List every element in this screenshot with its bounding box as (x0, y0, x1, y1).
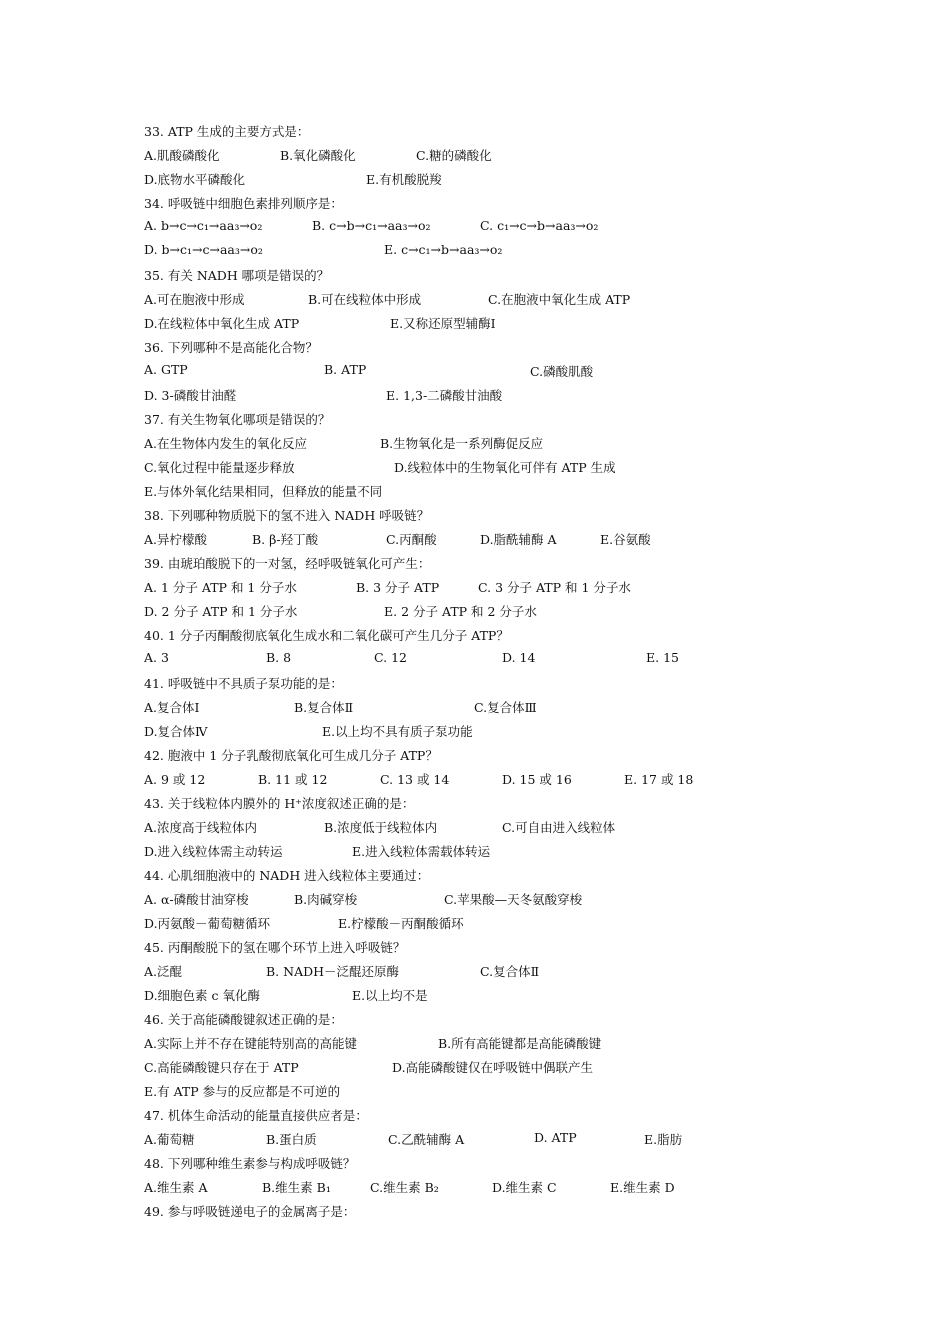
option-c: C. 13 或 14 (380, 772, 450, 787)
question-text: 44. 心肌细胞液中的 NADH 进入线粒体主要通过： (144, 868, 430, 883)
option-d: D.复合体Ⅳ (144, 724, 208, 739)
option-b: B.复合体Ⅱ (294, 700, 354, 715)
option-b: B. ATP (324, 362, 367, 377)
option-a: A.在生物体内发生的氧化反应 (144, 436, 308, 451)
option-d: D.线粒体中的生物氧化可伴有 ATP 生成 (394, 460, 616, 475)
option-a: A. 9 或 12 (144, 772, 206, 787)
option-b: B.肉碱穿梭 (294, 892, 358, 907)
option-a: A.复合体Ⅰ (144, 700, 200, 715)
option-b: B. β-羟丁酸 (252, 532, 319, 547)
option-c: C.高能磷酸键只存在于 ATP (144, 1060, 299, 1075)
option-d: D.高能磷酸键仅在呼吸链中偶联产生 (392, 1060, 594, 1075)
question-text: 33. ATP 生成的主要方式是： (144, 124, 310, 139)
option-c: C. 3 分子 ATP 和 1 分子水 (478, 580, 631, 595)
option-b: B. NADH－泛醌还原酶 (266, 964, 400, 979)
question-text: 36. 下列哪种不是高能化合物？ (144, 340, 318, 355)
question-text: 42. 胞液中 1 分子乳酸彻底氧化可生成几分子 ATP？ (144, 748, 438, 763)
option-a: A.异柠檬酸 (144, 532, 208, 547)
option-b: B.生物氧化是一系列酶促反应 (380, 436, 544, 451)
option-b: B. c→b→c₁→aa₃→o₂ (312, 218, 431, 233)
question-text: 34. 呼吸链中细胞色素排列顺序是： (144, 196, 343, 211)
option-d: D.丙氨酸－葡萄糖循环 (144, 916, 271, 931)
option-e: E.柠檬酸－丙酮酸循环 (338, 916, 464, 931)
option-e: E.又称还原型辅酶Ⅰ (390, 316, 496, 331)
option-a: A. 1 分子 ATP 和 1 分子水 (144, 580, 297, 595)
option-e: E. 17 或 18 (624, 772, 694, 787)
option-a: A.泛醌 (144, 964, 183, 979)
option-b: B.氧化磷酸化 (280, 148, 356, 163)
option-a: A.实际上并不存在键能特别高的高能键 (144, 1036, 358, 1051)
option-a: A.肌酸磷酸化 (144, 148, 220, 163)
option-d: D. 14 (502, 650, 536, 665)
option-e: E. 2 分子 ATP 和 2 分子水 (384, 604, 537, 619)
question-text: 46. 关于高能磷酸键叙述正确的是： (144, 1012, 343, 1027)
option-e: E.谷氨酸 (600, 532, 651, 547)
option-a: A.葡萄糖 (144, 1132, 195, 1147)
option-a: A. b→c→c₁→aa₃→o₂ (144, 218, 263, 233)
option-c: C.在胞液中氧化生成 ATP (488, 292, 631, 307)
option-c: C. c₁→c→b→aa₃→o₂ (480, 218, 599, 233)
option-b: B.维生素 B₁ (262, 1180, 331, 1195)
option-e: E.有机酸脱羧 (366, 172, 442, 187)
question-text: 43. 关于线粒体内膜外的 H⁺浓度叙述正确的是： (144, 796, 415, 811)
option-d: D.维生素 C (492, 1180, 557, 1195)
question-text: 49. 参与呼吸链递电子的金属离子是： (144, 1204, 356, 1219)
option-a: A.维生素 A (144, 1180, 208, 1195)
option-c: C.维生素 B₂ (370, 1180, 439, 1195)
option-d: D.底物水平磷酸化 (144, 172, 246, 187)
question-text: 39. 由琥珀酸脱下的一对氢，经呼吸链氧化可产生： (144, 556, 431, 571)
question-text: 41. 呼吸链中不具质子泵功能的是： (144, 676, 343, 691)
option-d: D. 15 或 16 (502, 772, 572, 787)
option-c: C.苹果酸—天冬氨酸穿梭 (444, 892, 583, 907)
option-a: A.可在胞液中形成 (144, 292, 245, 307)
question-text: 38. 下列哪种物质脱下的氢不进入 NADH 呼吸链？ (144, 508, 430, 523)
option-e: E.以上均不是 (352, 988, 428, 1003)
option-e: E.与体外氧化结果相同，但释放的能量不同 (144, 484, 383, 499)
option-b: B.所有高能键都是高能磷酸键 (438, 1036, 602, 1051)
option-d: D.细胞色素 c 氧化酶 (144, 988, 260, 1003)
option-b: B. 11 或 12 (258, 772, 328, 787)
option-d: D.在线粒体中氧化生成 ATP (144, 316, 300, 331)
option-c: C. 12 (374, 650, 407, 665)
option-d: D. 2 分子 ATP 和 1 分子水 (144, 604, 298, 619)
option-d: D. 3-磷酸甘油醛 (144, 388, 237, 403)
option-e: E.脂肪 (644, 1132, 683, 1147)
option-b: B. 3 分子 ATP (356, 580, 440, 595)
option-e: E. c→c₁→b→aa₃→o₂ (384, 242, 503, 257)
option-a: A.浓度高于线粒体内 (144, 820, 258, 835)
option-c: C.磷酸肌酸 (530, 364, 594, 379)
option-d: D.进入线粒体需主动转运 (144, 844, 283, 859)
question-text: 48. 下列哪种维生素参与构成呼吸链？ (144, 1156, 356, 1171)
option-c: C.可自由进入线粒体 (502, 820, 616, 835)
option-d: D.脂酰辅酶 A (480, 532, 557, 547)
option-b: B.浓度低于线粒体内 (324, 820, 438, 835)
option-d: D. b→c₁→c→aa₃→o₂ (144, 242, 263, 257)
option-a: A. α-磷酸甘油穿梭 (144, 892, 249, 907)
question-text: 35. 有关 NADH 哪项是错误的？ (144, 268, 330, 283)
option-c: C.丙酮酸 (386, 532, 437, 547)
option-c: C.氧化过程中能量逐步释放 (144, 460, 295, 475)
option-e: E. 1,3-二磷酸甘油酸 (386, 388, 503, 403)
option-b: B.蛋白质 (266, 1132, 317, 1147)
option-e: E.以上均不具有质子泵功能 (322, 724, 473, 739)
option-e: E.维生素 D (610, 1180, 675, 1195)
option-e: E.进入线粒体需载体转运 (352, 844, 491, 859)
option-c: C.糖的磷酸化 (416, 148, 492, 163)
option-c: C.乙酰辅酶 A (388, 1132, 465, 1147)
question-text: 45. 丙酮酸脱下的氢在哪个环节上进入呼吸链？ (144, 940, 406, 955)
option-e: E. 15 (646, 650, 679, 665)
option-a: A. 3 (144, 650, 169, 665)
option-b: B. 8 (266, 650, 292, 665)
question-text: 40. 1 分子丙酮酸彻底氧化生成水和二氧化碳可产生几分子 ATP？ (144, 628, 509, 643)
option-c: C.复合体Ⅲ (474, 700, 537, 715)
option-e: E.有 ATP 参与的反应都是不可逆的 (144, 1084, 341, 1099)
option-b: B.可在线粒体中形成 (308, 292, 422, 307)
option-c: C.复合体Ⅱ (480, 964, 540, 979)
option-a: A. GTP (144, 362, 188, 377)
option-d: D. ATP (534, 1130, 577, 1145)
question-text: 37. 有关生物氧化哪项是错误的？ (144, 412, 331, 427)
question-text: 47. 机体生命活动的能量直接供应者是： (144, 1108, 368, 1123)
